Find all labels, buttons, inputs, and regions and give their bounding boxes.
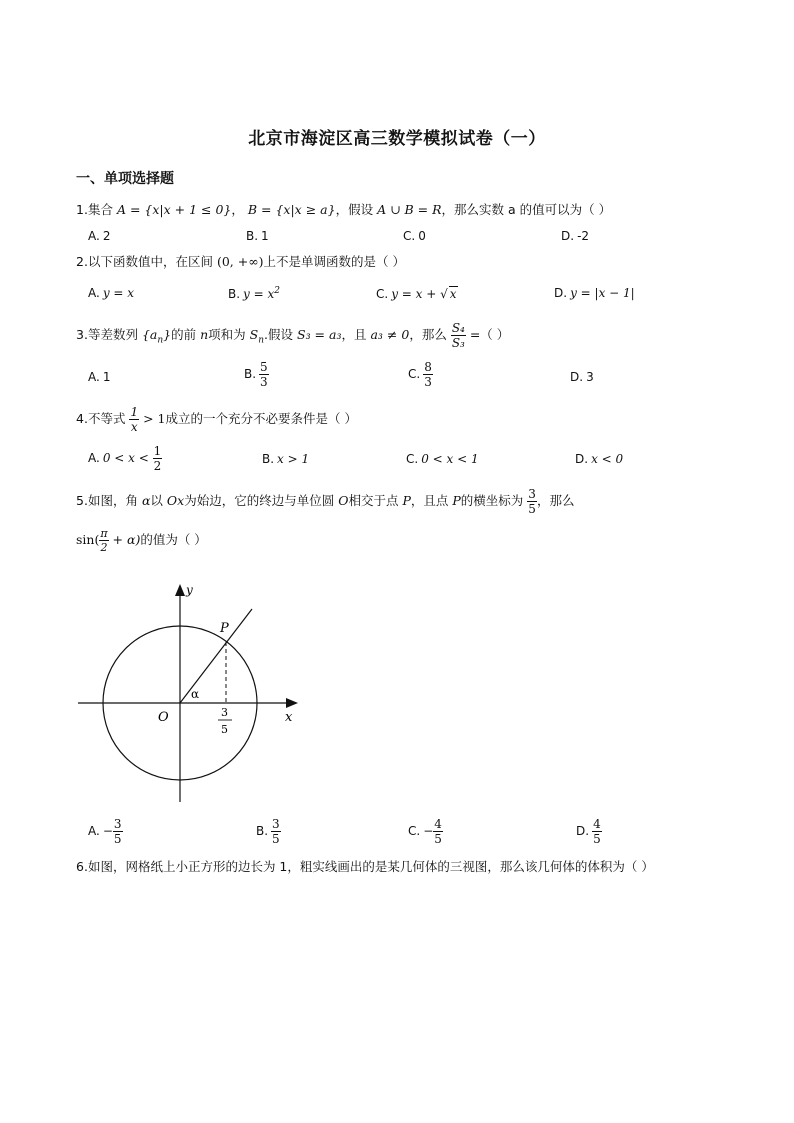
option-fraction: $\frac{4}{5}$ <box>593 817 601 846</box>
question-text: 成立的一个充分不必要条件是（ ） <box>165 411 357 426</box>
question-3 <box>76 322 509 349</box>
option-label: A. <box>88 286 100 300</box>
option-label: C. <box>406 452 419 466</box>
question-text: ，且点 <box>410 493 449 508</box>
option-label: A. <box>88 229 100 243</box>
question-1 <box>76 200 611 218</box>
option-label: D. <box>570 370 584 384</box>
math-condition-1: S₃ = a₃ <box>297 327 342 342</box>
question-text: 以 <box>150 493 163 508</box>
option-c[interactable] <box>376 286 458 301</box>
option-label: C. <box>408 824 421 838</box>
option-a[interactable] <box>88 370 110 384</box>
option-text: y = x + <box>391 287 441 301</box>
question-4 <box>76 406 357 433</box>
x-axis-arrow-icon <box>286 698 298 708</box>
question-text: 集合 <box>87 202 113 217</box>
math-sequence: $\{a_n\}$ <box>141 327 172 346</box>
option-b[interactable] <box>244 361 269 388</box>
math-o: O <box>338 493 349 508</box>
math-inequality: > 1 <box>143 411 166 426</box>
origin-label: O <box>158 710 169 725</box>
option-b[interactable] <box>228 286 280 301</box>
question-text: ，且 <box>341 327 367 342</box>
option-c[interactable] <box>406 452 479 466</box>
option-a[interactable] <box>88 229 110 243</box>
question-text: 相交于点 <box>348 493 399 508</box>
question-text: 如图，网格纸上小正方形的边长为 1，粗实线画出的是某几何体的三视图，那么该几何体的体积为（ ） <box>87 859 654 874</box>
option-fraction: $\frac{3}{5}$ <box>113 817 122 846</box>
option-label: B. <box>262 452 275 466</box>
option-d[interactable] <box>554 286 635 300</box>
math-set-a: A = {x|x + 1 ≤ 0} <box>116 202 232 217</box>
option-b[interactable] <box>256 818 281 845</box>
option-fraction: $\frac{1}{2}$ <box>153 444 162 473</box>
question-number: 2. <box>76 254 88 269</box>
question-text: 的横坐标为 <box>460 493 524 508</box>
question-text: ， <box>231 202 244 217</box>
y-axis-label: y <box>186 583 193 597</box>
option-text: 3 <box>586 370 594 384</box>
option-text: 2 <box>102 229 111 243</box>
question-text: ，那么 <box>409 327 447 342</box>
option-d[interactable] <box>561 229 589 243</box>
option-text: 0 <box>418 229 426 243</box>
math-fraction: $\frac{\pi}{2}$ <box>100 527 108 554</box>
option-b[interactable] <box>246 229 269 243</box>
option-text: y = x <box>243 287 275 301</box>
question-text: 的前 <box>171 327 197 342</box>
math-sin: sin( <box>76 532 100 547</box>
angle-label: α <box>191 687 200 701</box>
option-text: 0 < x < <box>102 451 153 465</box>
option-label: B. <box>228 287 241 301</box>
option-c[interactable] <box>403 229 426 243</box>
question-text: ，那么 <box>536 493 575 508</box>
option-label: A. <box>88 370 100 384</box>
math-sin-rest: + α) <box>108 532 141 547</box>
option-b[interactable] <box>262 452 309 466</box>
option-fraction: $\frac{3}{5}$ <box>272 817 280 846</box>
option-text: x > 1 <box>277 452 310 466</box>
option-c[interactable] <box>408 361 433 388</box>
option-a[interactable] <box>88 818 123 845</box>
question-2 <box>76 252 405 270</box>
option-label: C. <box>408 367 421 381</box>
option-text: -2 <box>577 229 590 243</box>
unit-circle-figure <box>72 578 312 810</box>
section-title: 一、单项选择题 <box>76 171 174 187</box>
option-text: 1 <box>102 370 111 384</box>
math-set-b: B = {x|x ≥ a} <box>247 202 336 217</box>
math-condition-2: a₃ ≠ 0 <box>370 327 410 342</box>
question-text: .假设 <box>264 327 294 342</box>
option-c[interactable] <box>408 818 443 845</box>
option-a[interactable] <box>88 286 134 300</box>
option-label: A. <box>88 824 100 838</box>
math-fraction: $\frac{3}{5}$ <box>528 487 536 516</box>
option-d[interactable] <box>575 452 623 466</box>
point-p-label: P <box>220 621 229 636</box>
math-interval: (0, +∞) <box>216 254 264 269</box>
option-label: B. <box>256 824 269 838</box>
tick-denominator: 5 <box>221 723 228 736</box>
option-label: D. <box>576 824 590 838</box>
question-text: ，那么实数 a 的值可以为（ ） <box>441 202 612 217</box>
question-number: 4. <box>76 411 88 426</box>
math-p: P <box>402 493 411 508</box>
y-axis-arrow-icon <box>175 584 185 596</box>
question-5-line-2 <box>76 528 207 553</box>
question-text: 上不是单调函数的是（ ） <box>263 254 405 269</box>
option-fraction: $\frac{5}{3}$ <box>260 360 268 389</box>
option-text: 0 < x < 1 <box>421 452 479 466</box>
math-n: n <box>200 327 209 342</box>
math-sum: $S_n$ <box>249 327 265 346</box>
option-label: D. <box>561 229 575 243</box>
option-label: D. <box>575 452 589 466</box>
question-number: 6. <box>76 859 88 874</box>
question-5 <box>76 488 574 515</box>
option-label: D. <box>554 286 568 300</box>
math-ox: Ox <box>166 493 185 508</box>
option-d[interactable] <box>576 818 602 845</box>
math-union: A ∪ B = R <box>377 202 442 217</box>
option-a[interactable] <box>88 445 162 472</box>
math-ratio: $\frac{\text{S₄}}{\text{S₃}}$ <box>451 321 465 350</box>
question-text: 等差数列 <box>87 327 138 342</box>
math-p: P <box>452 493 461 508</box>
option-label: B. <box>244 367 257 381</box>
question-number: 5. <box>76 493 88 508</box>
option-exponent: 2 <box>274 286 281 296</box>
math-fraction: $\frac{1}{x}$ <box>130 405 139 434</box>
question-text: 以下函数值中，在区间 <box>87 254 213 269</box>
option-sign: − <box>102 824 113 838</box>
question-text: =（ ） <box>469 327 510 342</box>
question-text: 如图，角 <box>87 493 138 508</box>
option-label: C. <box>403 229 416 243</box>
option-label: C. <box>376 287 389 301</box>
math-alpha: α <box>141 493 151 508</box>
x-axis-label: x <box>285 710 293 725</box>
option-label: A. <box>88 451 100 465</box>
page-title: 北京市海淀区高三数学模拟试卷（一） <box>248 129 546 149</box>
sqrt-icon: √ x <box>440 287 457 301</box>
option-fraction: $\frac{8}{3}$ <box>424 360 432 389</box>
option-text: 1 <box>261 229 269 243</box>
question-number: 3. <box>76 327 88 342</box>
option-fraction: $\frac{4}{5}$ <box>434 817 442 846</box>
question-text: 不等式 <box>87 411 126 426</box>
option-text: x < 0 <box>591 452 624 466</box>
question-text: ，假设 <box>335 202 374 217</box>
option-label: B. <box>246 229 259 243</box>
option-d[interactable] <box>570 370 594 384</box>
question-6 <box>76 854 716 880</box>
question-text: 项和为 <box>208 327 246 342</box>
option-text: y = x <box>102 286 135 300</box>
question-text: 为始边，它的终边与单位圆 <box>184 493 335 508</box>
option-sign: − <box>423 824 434 838</box>
question-number: 1. <box>76 202 88 217</box>
tick-numerator: 3 <box>221 706 228 719</box>
question-text: 的值为（ ） <box>140 532 207 547</box>
option-text: y = |x − 1| <box>570 286 635 300</box>
